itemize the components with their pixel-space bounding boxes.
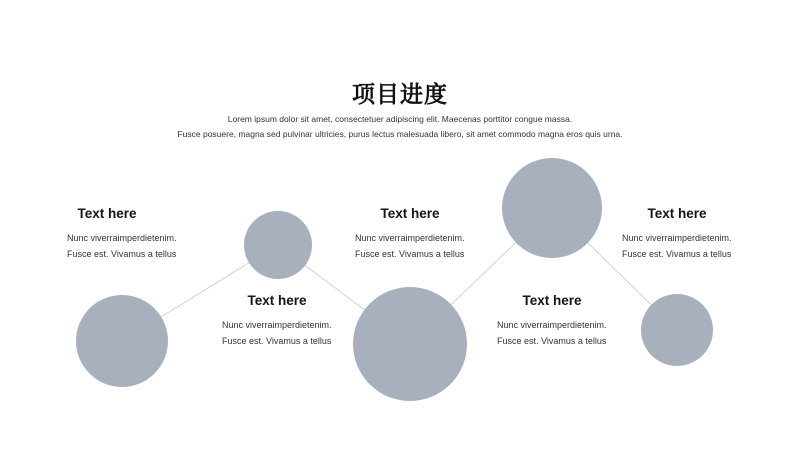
- text-block-line: Nunc viverraimperdietenim.: [67, 233, 177, 243]
- text-block-line: Nunc viverraimperdietenim.: [222, 320, 332, 330]
- page-title: 项目进度: [352, 82, 448, 108]
- text-block-heading: Text here: [522, 293, 582, 308]
- text-block-4: [497, 293, 647, 349]
- text-block-5: [622, 206, 772, 262]
- milestone-circle-4: [502, 158, 602, 258]
- milestone-circle-2: [244, 211, 312, 279]
- text-block-3: [355, 206, 505, 262]
- subtitle-line-1: Lorem ipsum dolor sit amet, consectetuer adipiscing elit. Maecenas porttitor congue massa.: [227, 114, 573, 124]
- text-block-2: [222, 293, 372, 349]
- text-block-heading: Text here: [380, 206, 440, 221]
- text-block-line: Fusce est. Vivamus a tellus: [222, 336, 332, 346]
- text-block-line: Fusce est. Vivamus a tellus: [622, 249, 732, 259]
- text-block-line: Nunc viverraimperdietenim.: [622, 233, 732, 243]
- text-block-line: Nunc viverraimperdietenim.: [355, 233, 465, 243]
- subtitle-line-2: Fusce posuere, magna sed pulvinar ultricies, purus lectus malesuada libero, sit amet commodo magna eros quis urna.: [177, 129, 623, 139]
- milestone-circle-1: [76, 295, 168, 387]
- text-block-line: Fusce est. Vivamus a tellus: [67, 249, 177, 259]
- text-block-line: Fusce est. Vivamus a tellus: [497, 336, 607, 346]
- text-block-1: [67, 206, 217, 262]
- text-block-line: Nunc viverraimperdietenim.: [497, 320, 607, 330]
- text-block-heading: Text here: [77, 206, 137, 221]
- text-block-line: Fusce est. Vivamus a tellus: [355, 249, 465, 259]
- text-block-heading: Text here: [647, 206, 707, 221]
- text-block-heading: Text here: [247, 293, 307, 308]
- milestone-circle-5: [641, 294, 713, 366]
